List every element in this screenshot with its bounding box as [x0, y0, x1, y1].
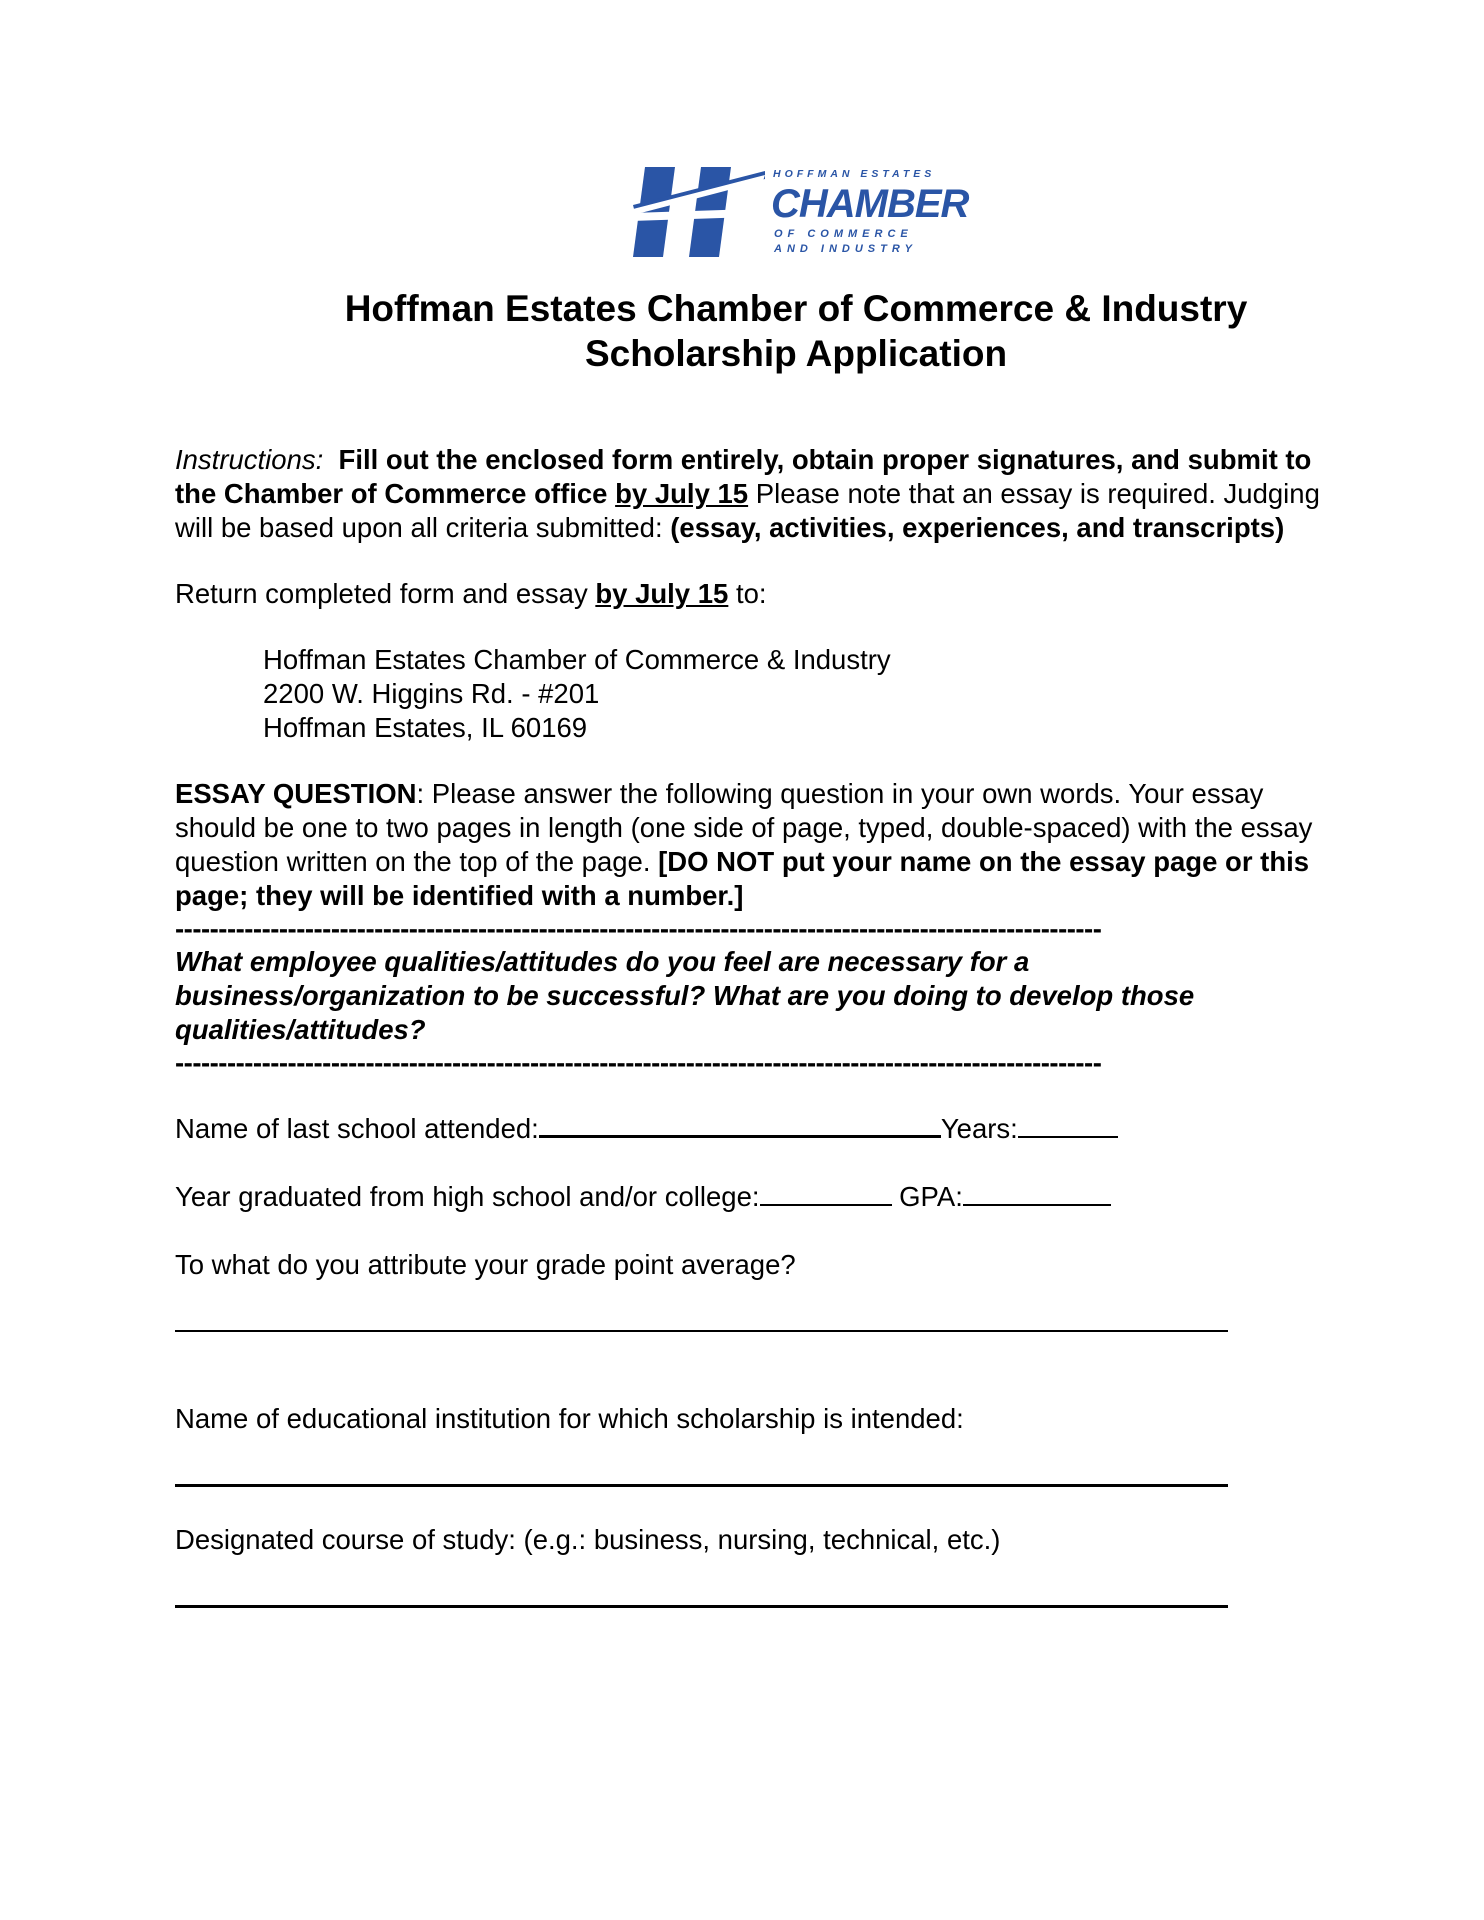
- logo-line1: HOFFMAN ESTATES: [773, 168, 936, 180]
- divider-bottom: -----------------------------------------------------------------------------------------------------------: [175, 1047, 1102, 1078]
- instructions-label: Instructions:: [175, 444, 324, 475]
- form-content: [175, 443, 1325, 1608]
- title-line-1: Hoffman Estates Chamber of Commerce & Industry: [344, 288, 1248, 329]
- page-title: [0, 286, 1484, 376]
- essay-question: What employee qualities/attitudes do you feel are necessary for a business/organization to be successful? What are you doing to develop those qualities/attitudes?: [175, 946, 1195, 1045]
- attribute-gpa-label: To what do you attribute your grade point average?: [175, 1249, 796, 1280]
- instructions-paragraph: [175, 443, 1325, 545]
- mailing-address: [175, 643, 1325, 745]
- logo-line4: AND INDUSTRY: [774, 243, 917, 255]
- chamber-logo: [633, 165, 969, 260]
- address-line-3: Hoffman Estates, IL 60169: [263, 712, 588, 743]
- instructions-deadline: by July 15: [615, 478, 749, 509]
- last-school-label: Name of last school attended:: [175, 1113, 539, 1144]
- title-line-2: Scholarship Application: [584, 333, 1008, 374]
- gpa-label: GPA:: [899, 1181, 963, 1212]
- essay-warning: [DO NOT put your name on the essay page or this page; they will be identified with a number.]: [175, 846, 1310, 911]
- years-label: Years:: [940, 1113, 1018, 1144]
- address-line-1: Hoffman Estates Chamber of Commerce & Industry: [263, 644, 891, 675]
- course-field[interactable]: [175, 1605, 1228, 1608]
- return-deadline: by July 15: [595, 578, 729, 609]
- return-text-after: to:: [728, 578, 767, 609]
- essay-text: : Please answer the following question in your own words. Your essay should be one to two pages in length (one side of page, typed, double-spaced) with the essay question written on the top of the page.: [175, 778, 1313, 877]
- instructions-criteria: (essay, activities, experiences, and transcripts): [670, 512, 1285, 543]
- last-school-row: [175, 1111, 1325, 1146]
- address-line-2: 2200 W. Higgins Rd. - #201: [263, 678, 600, 709]
- essay-label: ESSAY QUESTION: [175, 778, 417, 809]
- institution-label: Name of educational institution for which scholarship is intended:: [175, 1403, 964, 1434]
- divider-top: -----------------------------------------------------------------------------------------------------------: [175, 913, 1102, 944]
- course-label: Designated course of study: (e.g.: business, nursing, technical, etc.): [175, 1524, 1001, 1555]
- years-field[interactable]: [1018, 1112, 1118, 1138]
- year-graduated-row: [175, 1180, 1325, 1214]
- return-text-before: Return completed form and essay: [175, 578, 596, 609]
- year-graduated-label: Year graduated from high school and/or college:: [175, 1181, 760, 1212]
- instructions-note: Please note that an essay is required. Judging will be based upon all criteria submitted:: [175, 478, 1320, 543]
- instructions-bold-text: Fill out the enclosed form entirely, obtain proper signatures, and submit to the Chamber of Commerce office: [175, 444, 1312, 509]
- essay-paragraph: [175, 777, 1325, 913]
- gpa-field[interactable]: [963, 1180, 1111, 1206]
- return-paragraph: [175, 577, 1325, 611]
- year-graduated-field[interactable]: [760, 1180, 892, 1206]
- last-school-field[interactable]: [539, 1111, 941, 1138]
- logo-line3: OF COMMERCE: [774, 228, 913, 240]
- logo-line2: CHAMBER: [771, 182, 969, 226]
